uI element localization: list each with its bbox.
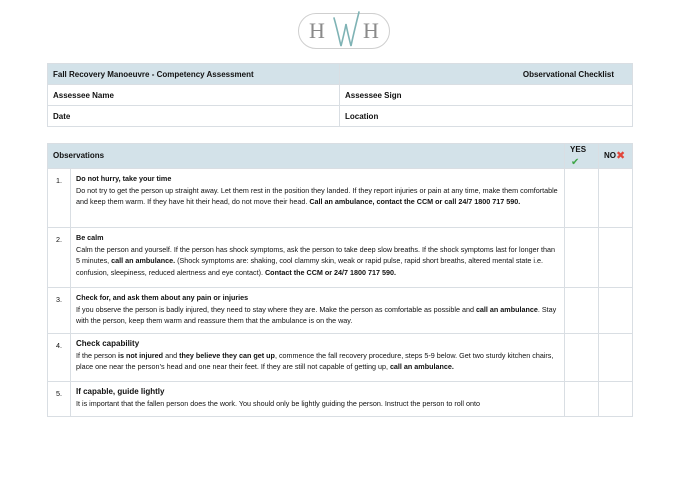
observation-bold-text: call an ambulance. [111, 256, 176, 265]
assessment-header-table [47, 63, 633, 127]
observation-row-5 [48, 382, 633, 417]
logo-letter-h-left: H [309, 18, 325, 43]
observation-text: and [163, 350, 180, 360]
observations-heading: Observations [48, 144, 565, 169]
observation-number: 3. [48, 288, 71, 334]
observation-text: Calm the person and yourself. If the person has shock symptoms, ask the person to take deep slow breaths. If the shock symptoms last for longer than 5 minutes, [76, 244, 556, 265]
no-checkbox-cell[interactable] [599, 228, 633, 288]
observation-text: If the person [76, 350, 118, 360]
no-checkbox-cell[interactable] [599, 169, 633, 228]
observation-text: It is important that the fallen person does the work. You should only be lightly guiding the person. Instruct the person to roll onto [76, 398, 480, 408]
yes-checkbox-cell[interactable] [565, 169, 599, 228]
observation-bold-text: they believe they can get up [179, 350, 275, 360]
location-field[interactable]: Location [340, 106, 633, 127]
observation-row-4 [48, 334, 633, 382]
observation-content [71, 382, 565, 417]
observation-bold-text: Call an ambulance, contact the CCM or call 24/7 1800 717 590. [309, 197, 521, 206]
assessment-title: Fall Recovery Manoeuvre - Competency Assessment [48, 64, 340, 85]
observation-text: Do not try to get the person up straight away. Let them rest in the position they landed. If they report injuries or pain at any time, make them comfortable and keep them warm. If they have hit their head, do not move their head. [76, 185, 558, 206]
observation-row-3 [48, 288, 633, 334]
checklist-label: Observational Checklist [340, 64, 633, 85]
yes-checkbox-cell[interactable] [565, 228, 599, 288]
observation-text: . Stay with the person, keep them warm and reassure them that the ambulance is on the way. [76, 304, 557, 325]
observation-title: Do not hurry, take your time [76, 174, 172, 183]
observation-number: 1. [48, 169, 71, 228]
no-column-header [599, 144, 633, 169]
observation-number: 2. [48, 228, 71, 288]
title-row [48, 64, 633, 85]
no-label: NO [604, 150, 617, 160]
yes-column-header [565, 144, 599, 169]
no-checkbox-cell[interactable] [599, 334, 633, 382]
yes-checkbox-cell[interactable] [565, 288, 599, 334]
observation-content [71, 288, 565, 334]
no-checkbox-cell[interactable] [599, 382, 633, 417]
logo-letter-h-right: H [363, 18, 379, 43]
logo-w-script-icon [331, 8, 361, 54]
assessee-row [48, 85, 633, 106]
observation-row-2 [48, 228, 633, 288]
observation-content [71, 228, 565, 288]
observation-bold-text: Contact the CCM or 24/7 1800 717 590. [264, 267, 397, 277]
observation-number: 5. [48, 382, 71, 417]
observation-bold-text: is not injured [117, 350, 164, 360]
observation-title: If capable, guide lightly [76, 387, 165, 396]
date-location-row [48, 106, 633, 127]
observation-content [71, 334, 565, 382]
yes-checkbox-cell[interactable] [565, 382, 599, 417]
check-icon: ✔ [571, 156, 580, 168]
cross-icon: ✖ [616, 149, 626, 162]
date-field[interactable]: Date [48, 106, 340, 127]
yes-checkbox-cell[interactable] [565, 334, 599, 382]
company-logo [298, 13, 390, 49]
observations-table [47, 143, 633, 417]
observation-number: 4. [48, 334, 71, 382]
observation-text: , commence the fall recovery procedure, steps 5-9 below. Get two sturdy kitchen chairs, place one near the person’s head and one near their feet. If they are still not capable of getting up, [76, 350, 554, 371]
no-checkbox-cell[interactable] [599, 288, 633, 334]
yes-label: YES [570, 145, 587, 154]
assessee-sign-field[interactable]: Assessee Sign [340, 85, 633, 106]
observation-title: Check capability [76, 339, 140, 348]
observation-title: Be calm [76, 233, 104, 242]
observation-content [71, 169, 565, 228]
observation-bold-text: call an ambulance [475, 304, 538, 314]
observation-bold-text: call an ambulance. [389, 362, 454, 371]
observation-text: (Shock symptoms are: shaking, cool clammy skin, weak or rapid pulse, rapid short breaths, altered mental state i.e. confusion, sleepiness, reduced alertness and eye contact). [76, 256, 543, 277]
observation-row-1 [48, 169, 633, 228]
observation-text: If you observe the person is badly injured, they need to stay where they are. Make the person as comfortable as possible and [76, 304, 476, 314]
observation-title: Check for, and ask them about any pain or injuries [76, 293, 249, 302]
assessee-name-field[interactable]: Assessee Name [48, 85, 340, 106]
observations-header-row [48, 144, 633, 169]
